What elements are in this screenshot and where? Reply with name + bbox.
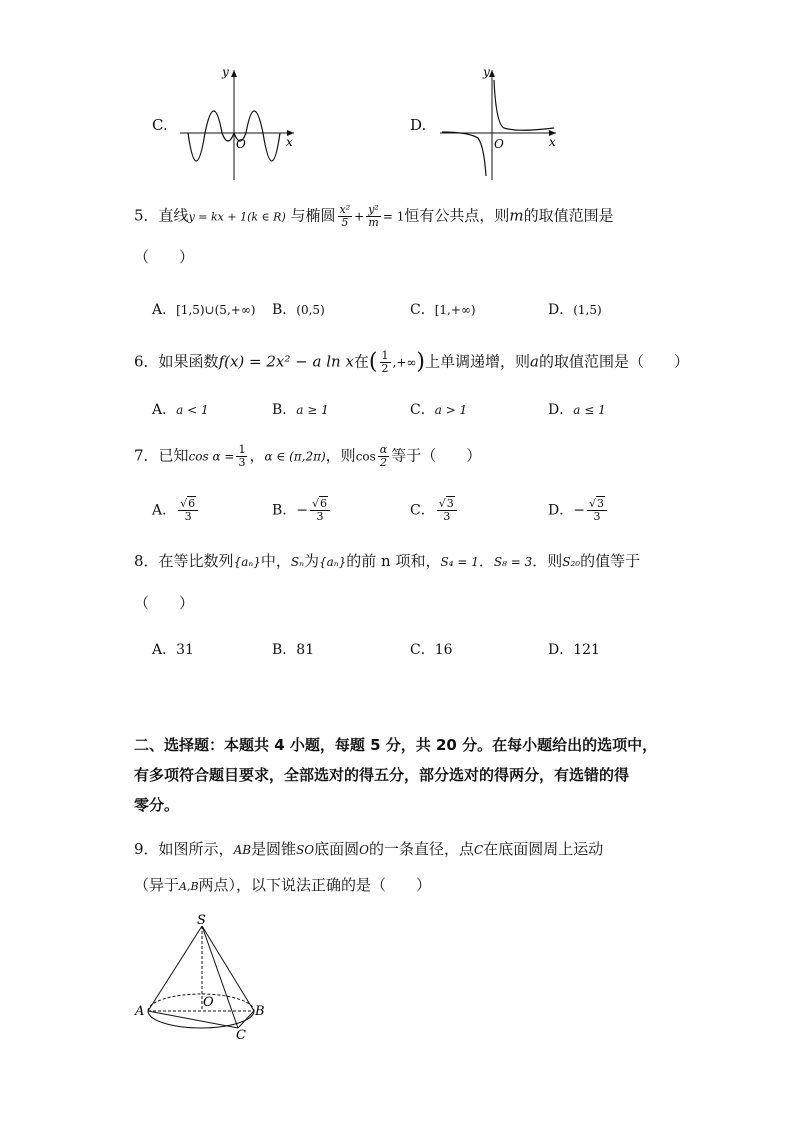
q8-text-3: 为 [303, 552, 319, 570]
curve-right [494, 80, 554, 130]
q6-frac-half: $\frac{1}{2}$ [381, 349, 389, 375]
section-2-line-1: 二、选择题：本题共 4 小题，每题 5 分，共 20 分。在每小题给出的选项中， [134, 736, 658, 754]
q8-paren: （ ） [134, 594, 195, 612]
q8-sequence-2: {aₙ} [318, 555, 347, 569]
cone-figure [130, 912, 280, 1044]
q8-text-2: 中， [260, 552, 291, 570]
x-axis-label: x [549, 135, 556, 149]
q9-o: O [359, 843, 369, 857]
q6-option-b[interactable]: B．a ≥ 1 [272, 402, 329, 418]
question-7 [134, 444, 481, 469]
label-o: O [203, 995, 214, 1010]
section-2-line-2: 有多项符合题目要求，全部选对的得五分，部分选对的得两分，有选错的得 [134, 766, 630, 784]
q8-text-5: ． [478, 552, 494, 570]
q9-text-2: 是圆锥 [251, 840, 297, 858]
q9-line2-ab: A,B [179, 880, 199, 893]
q8-text-1: 在等比数列 [158, 552, 234, 570]
q8-text-6: ．则 [532, 552, 563, 570]
q8-s4: S₄ = 1 [440, 555, 479, 569]
q9-line2-a: （异于 [134, 876, 180, 894]
question-9-line-2 [134, 874, 431, 898]
q9-text-3: 底面圆 [314, 840, 360, 858]
q6-function: f(x) = 2x² − a ln x [218, 352, 354, 371]
q5-option-c[interactable]: C．[1,+∞) [410, 302, 476, 318]
q6-text-2: 在 [353, 352, 369, 371]
option-c-graph [176, 64, 300, 184]
cone-edge-sa [148, 926, 202, 1011]
q5-text-1: 直线 [158, 206, 189, 225]
x-axis-label: x [286, 135, 293, 149]
q5-number: 5． [134, 206, 159, 225]
q6-text-1: 如果函数 [158, 352, 219, 371]
base-back-arc [148, 994, 254, 1011]
q6-option-a[interactable]: A．a < 1 [152, 402, 209, 418]
q8-sequence: {aₙ} [233, 555, 261, 569]
q5-var-m: m [509, 206, 524, 225]
q5-paren: （ ） [134, 248, 195, 266]
q5-option-d[interactable]: D．(1,5) [548, 302, 602, 318]
chord-ac [148, 1011, 238, 1028]
q8-s8: S₈ = 3 [493, 555, 533, 569]
q6-text-4: 的取值范围是（ ） [538, 352, 689, 371]
q7-number: 7． [134, 446, 159, 465]
label-b: B [255, 1004, 265, 1019]
q9-so: SO [296, 843, 315, 857]
q9-text-4: 的一条直径，点 [368, 840, 474, 858]
q7-option-c[interactable]: C． $\frac{√3}{3}$ [410, 498, 459, 523]
option-c-label: C. [152, 116, 168, 134]
label-c: C [236, 1028, 246, 1043]
q8-number: 8． [134, 552, 159, 570]
y-axis-arrow [231, 70, 237, 77]
q9-c: C [474, 843, 484, 857]
q7-text-1: 已知 [158, 446, 189, 465]
q9-line2-b: 两点），以下说法正确的是（ ） [198, 876, 432, 894]
q5-frac-y: $\frac{\text{y²}}{m}$ [368, 203, 379, 229]
q5-text-4: 的取值范围是 [523, 206, 614, 225]
q6-text-3: 上单调递增，则 [424, 352, 530, 371]
q7-cos-lhs: cos α = [188, 449, 235, 464]
q6-number: 6． [134, 352, 159, 371]
chord-bc [238, 1011, 254, 1028]
q5-line-equation: y = kx + 1(k ∈ R) [188, 210, 286, 224]
q9-text-1: 如图所示， [158, 840, 234, 858]
q7-option-b[interactable]: B．− $\frac{√6}{3}$ [272, 498, 332, 523]
q6-interval-tail: ,+∞ [392, 355, 417, 370]
label-s: S [197, 913, 206, 928]
q9-text-5: 在底面圆周上运动 [483, 840, 604, 858]
section-2-line-3: 零分。 [134, 796, 180, 814]
q8-s20: S₂₀ [562, 555, 581, 569]
q7-text-3: ，则 [325, 446, 356, 465]
option-d-label: D. [410, 116, 427, 134]
q5-text-2: 与椭圆 [290, 206, 336, 225]
question-5: 5．直线y = kx + 1(k ∈ R) 与椭圆 $\frac{\text{x²}}{5}$ + $\frac{\text{y²}}{m}$ = 1恒有公共点，则m的取值范围是 [134, 203, 614, 229]
q7-alpha-range: α ∈ (π,2π) [264, 449, 326, 464]
q5-eq-one: = 1 [382, 209, 405, 224]
y-axis-label: y [222, 65, 229, 79]
label-a: A [135, 1004, 145, 1019]
q6-option-d[interactable]: D．a ≤ 1 [548, 402, 606, 418]
q5-frac-x: $\frac{\text{x²}}{5}$ [339, 203, 351, 229]
q6-var-a: a [530, 352, 539, 371]
q8-option-a[interactable]: A．31 [152, 642, 194, 658]
q8-option-d[interactable]: D．121 [548, 642, 600, 658]
q7-option-d[interactable]: D．− $\frac{√3}{3}$ [548, 498, 609, 523]
q9-number: 9． [134, 840, 159, 858]
q7-cos: cos [355, 449, 376, 464]
q6-option-c[interactable]: C．a > 1 [410, 402, 468, 418]
y-axis-arrow [489, 70, 495, 77]
question-6: 6．如果函数f(x) = 2x² − a ln x在( $\frac{1}{2}$ ,+∞)上单调递增，则a的取值范围是（ ） [134, 349, 689, 375]
y-axis-label: y [483, 65, 490, 79]
origin-label: O [494, 137, 504, 151]
option-d-graph [438, 64, 564, 184]
q7-text-4: 等于（ ） [391, 446, 482, 465]
q7-frac-alpha-half: $\frac{\alpha}{2}$ [379, 443, 388, 469]
q7-text-2: ， [249, 446, 265, 465]
cone-edge-sc [202, 926, 238, 1028]
q5-option-a[interactable]: A．[1,5)∪(5,+∞) [152, 302, 256, 318]
q8-option-b[interactable]: B．81 [272, 642, 315, 658]
q5-text-3: 恒有公共点，则 [404, 206, 510, 225]
origin-label: O [236, 137, 246, 151]
q8-text-7: 的值等于 [580, 552, 641, 570]
curve-left [442, 132, 486, 176]
question-8 [134, 550, 640, 573]
q9-ab: AB [233, 843, 252, 857]
q7-frac-one-third: $\frac{1}{3}$ [238, 443, 246, 469]
q5-option-b[interactable]: B．(0,5) [272, 302, 325, 318]
q7-option-a[interactable]: A． $\frac{√6}{3}$ [152, 498, 200, 523]
q8-sn: Sₙ [290, 555, 304, 569]
question-9 [134, 838, 603, 861]
q8-option-c[interactable]: C．16 [410, 642, 453, 658]
q8-text-4: 的前 n 项和， [346, 552, 441, 570]
